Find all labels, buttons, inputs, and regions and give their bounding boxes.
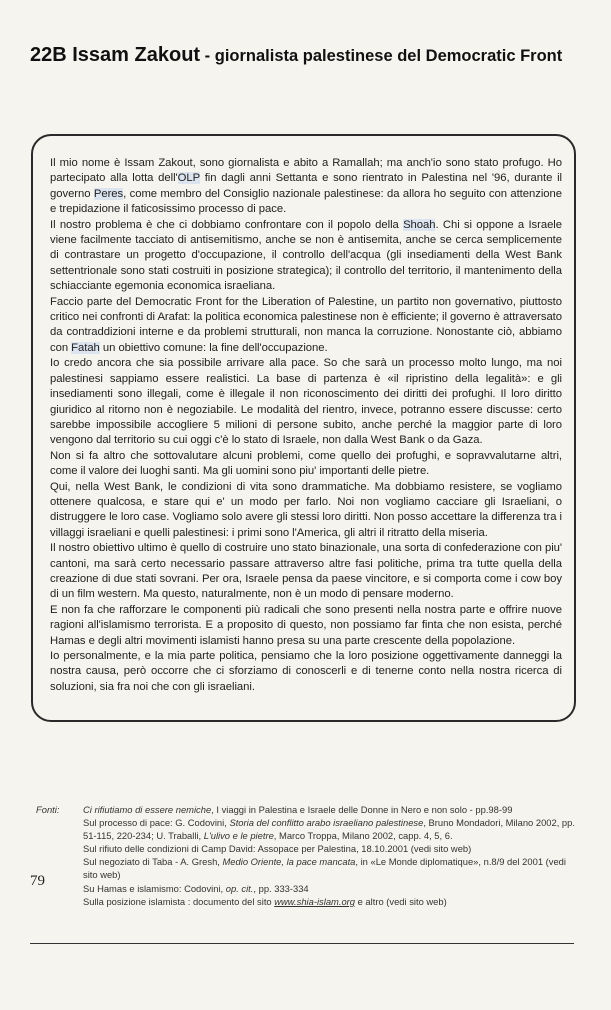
highlight-shoah: Shoah [403,218,436,231]
source-link[interactable]: www.shia-islam.org [274,895,355,907]
source-entry [36,816,576,842]
paragraph-6: Qui, nella West Bank, le condizioni di vita sono drammatiche. Ma dobbiamo resistere, se vogliamo ottenere qualcosa, e stare qui e' un modo per farlo. Noi non vogliamo cacciare gli Israeliani, o distruggere le loro case. Vogliamo solo avere gli stessi loro diritti. Non posso accettare la differenza tra i villaggi israeliani e quelli palestinesi: i primi sono l'America, gli altri il ritratto della miseria. [50,480,562,539]
source-text: , I viaggi in Palestina e Israele delle Donne in Nero e non solo - pp.98-99 [211,804,513,815]
page-number: 79 [30,873,45,889]
source-text: , in «Le Monde diplomatique», n.8/9 del 2001 (vedi sito web) [83,856,566,881]
highlight-olp: OLP [177,172,200,185]
source-entry [36,803,576,816]
source-text: Sul processo di pace: G. Codovini, [83,817,230,829]
article-heading [30,44,590,67]
source-entry [36,895,576,908]
paragraph-9: Io personalmente, e la mia parte politica, pensiamo che la loro posizione oggettivamente danneggi la nostra causa, però occorre che ci sforziamo di conoscerli e di tenerne conto nella nostra ricerca di soluzioni, sia fra noi che con gli israeliani. [50,650,562,693]
highlight-peres: Peres [93,187,124,200]
paragraph-text: Il mio nome è Issam Zakout, sono giornalista e abito a Ramallah; ma anch'io sono stato profugo. Ho partecipato alla lotta dell' [50,157,562,185]
source-title: op. cit. [225,882,254,894]
source-text: , Marco Troppa, Milano 2002, capp. 4, 5, 6. [273,830,453,842]
paragraph-text: Il nostro problema è che ci dobbiamo confrontare con il popolo della [50,218,404,231]
paragraph-text: . Chi si oppone a Israele viene facilmente tacciato di antisemitismo, anche se non è antisemita, anche se cerca semplicemente di contrastare un progetto d'occupazione, il controllo dell'acqua (gli insediamenti della West Bank settentrionale sono stati costruiti in posizione strategica); il controllo del territorio, il mantenimento della schiacciante egemonia economica israeliana. [50,218,562,293]
source-text: , Bruno Mondadori, Milano 2002, pp. 51-115, 220-234; U. Traballi, [83,817,575,842]
source-text: Su Hamas e islamismo: Codovini, [83,882,226,894]
source-title: Ci rifiutiamo di essere nemiche [83,804,212,815]
paragraph-8: E non fa che rafforzare le componenti più radicali che sono presenti nella nostra parte e offrire nuove ragioni all'islamismo terrorista. E a proposito di questo, non possiamo far finta che non esista, perché Hamas e degli altri movimenti islamisti hanno presa su una parte crescente della popolazione. [50,603,562,647]
source-text: Sul negoziato di Taba - A. Gresh, [83,856,223,868]
sources-section [36,803,576,908]
source-text: Sulla posizione islamista : documento del sito [83,895,275,907]
paragraph-3 [50,295,562,357]
source-text: e altro (vedi sito web) [355,895,447,907]
paragraph-1 [50,156,562,218]
source-title: Medio Oriente, la pace mancata [222,856,356,868]
paragraph-7: Il nostro obiettivo ultimo è quello di costruire uno stato binazionale, una sorta di confederazione con piu' cantoni, ma sarà certo necessario passare attraverso altre fasi politiche, prima tra tutte quella della creazione di due stati sovrani. Per ora, Israele pensa da paese vincitore, e si comporta come i cow boy di un film western. Ma questo, naturalmente, non è un modo di pensare moderno. [50,542,562,601]
heading-name: 22B Issam Zakout [30,44,201,66]
source-entry [36,842,576,855]
source-title: L'ulivo e le pietre [203,830,274,842]
paragraph-text: , come membro del Consiglio nazionale palestinese: da allora ho seguito con attenzione e trepidazione il faticosissimo processo di pace. [50,187,562,216]
paragraph-text: un obiettivo comune: la fine dell'occupazione. [99,341,328,354]
bottom-rule [30,943,574,944]
source-title: Storia del conflitto arabo israeliano palestinese [229,817,424,829]
paragraph-text: Faccio parte del Democratic Front for the Liberation of Palestine, un partito non governativo, piuttosto critico nei confronti di Arafat: la politica economica palestinese non è efficiente; il governo è attraversato da contraddizioni interne e da problemi strutturali, non manca la corruzione. Nonostante ciò, abbiamo con [50,295,562,354]
source-entry [36,855,576,881]
paragraph-text: fin dagli anni Settanta e sono rientrato in Palestina nel '96, durante il governo [50,172,563,200]
source-text: , pp. 333-334 [253,882,309,894]
paragraph-5: Non si fa altro che sottovalutare alcuni problemi, come quello dei profughi, e sopravvalutarne altri, come il valore dei luoghi santi. Ma gli uomini sono piu' importanti delle pietre. [50,449,562,478]
source-text: Sul rifiuto delle condizioni di Camp David: Assopace per Palestina, 18.10.2001 (vedi sito web) [83,843,472,855]
heading-role: - giornalista palestinese del Democratic Front [200,47,563,65]
interview-box [31,134,576,722]
highlight-fatah: Fatah [71,341,100,354]
source-entry [36,882,576,895]
paragraph-2 [50,218,562,295]
paragraph-4: Io credo ancora che sia possibile arrivare alla pace. So che sarà un processo molto lungo, ma noi palestinesi sappiamo essere realistici. La base di partenza è «il ripristino della legalità»: e gli insediamenti sono illegali, come è illegale il non riconoscimento dei diritti dei profughi. Il loro diritto giuridico al ritorno non è negoziabile. Le modalità del rientro, invece, potranno essere discusse: certo sarebbe impossibile accogliere 5 milioni di persone subito, anche perché la maggior parte di loro vengono dal territorio su cui oggi c'è lo stato di Israele, non dalla West Bank o da Gaza. [50,357,562,447]
sources-label: Fonti: [36,804,60,815]
